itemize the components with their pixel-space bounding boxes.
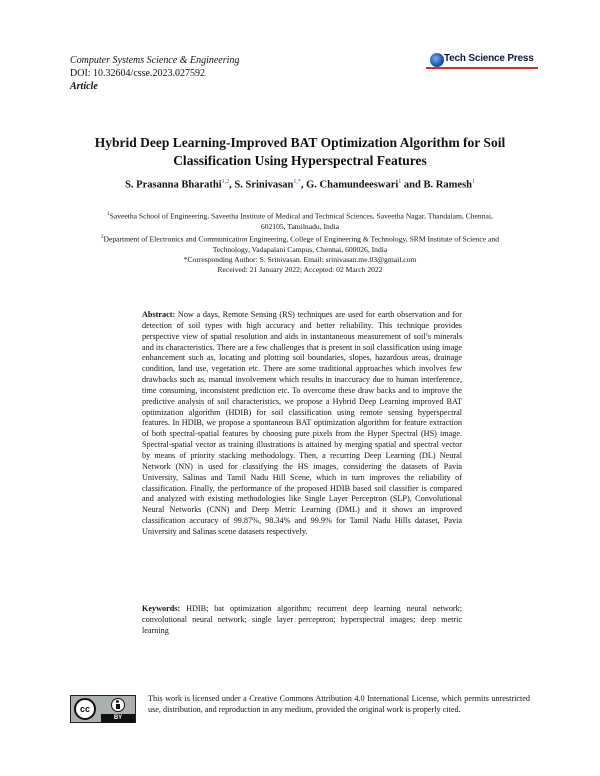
affiliation-mark: 1 [107,212,110,217]
paper-title [60,134,540,170]
affiliation [62,210,538,232]
attribution-person-icon [111,698,125,712]
affiliation-line: Department of Electronics and Communication Engineering, College of Engineering & Technology, SRM Institute of Science and [103,234,499,244]
author-name: G. Chamundeeswari [306,179,399,191]
globe-icon [430,53,444,67]
received-accepted-dates: Received: 21 January 2022; Accepted: 02 March 2022 [217,265,383,275]
affiliation-mark: 2 [100,235,104,240]
article-type: Article [70,81,98,92]
publisher-underline [426,67,538,69]
publisher-name: Tech Science Press [444,53,534,64]
title-line-1: Hybrid Deep Learning-Improved BAT Optimization Algorithm for Soil [94,135,506,150]
abstract [142,310,462,538]
license-text: This work is licensed under a Creative Commons Attribution 4.0 International License, which permits unrestricted use, distribution, and reproduction in any medium, provided the original work is properly cited. [148,694,530,714]
cc-icon: cc [74,698,96,720]
author-affiliation-mark[interactable]: 1 [398,179,402,185]
author-affiliation-mark[interactable]: 1,2 [221,179,230,185]
abstract-label: Abstract: [142,310,176,319]
publisher-logo [426,51,538,69]
affiliation-line: 602105, Tamilnadu, India [260,221,340,231]
keywords [142,604,462,637]
author-list [60,179,540,191]
keywords-text: HDIB; bat optimization algorithm; recurrent deep learning neural network; convolutional neural network; single layer perceptron; hyperspectral images; deep metric learning [142,604,463,635]
author-name: S. Srinivasan [234,179,294,191]
author-separator: , [300,179,307,191]
keywords-label: Keywords: [142,604,181,613]
journal-name: Computer Systems Science & Engineering [70,55,240,66]
affiliation-line: Saveetha School of Engineering, Saveetha Institute of Medical and Technical Sciences, Saveetha Nagar, Thandalam, Chennai, [109,211,493,221]
affiliation-line: Technology, Vadapalani Campus, Chennai, 600026, India [212,244,388,254]
doi[interactable]: DOI: 10.32604/csse.2023.027592 [70,68,205,79]
author-affiliation-mark[interactable]: 1 [471,179,475,185]
by-label: BY [101,714,135,723]
creative-commons-by-icon[interactable] [70,695,136,723]
affiliation [62,233,538,275]
author-affiliation-mark[interactable]: 1,* [293,179,301,185]
author-separator: , [229,179,235,191]
abstract-text: Now a days, Remote Sensing (RS) techniques are used for earth observation and for detection of soil types with high accuracy and better reliability. This technique provides perspective view of spatial resolution and aids in instantaneous measurement of soil’s minerals and its characteristics. There are a few challenges that is present in soil classification using image enhancement such as, locating and plotting soil boundaries, slopes, hazardous areas, drainage condition, land use, vegetation etc. There are some traditional approaches which involves few drawbacks such as, manual involvement which results in inaccuracy due to human interference, time consuming, inconsistent prediction etc. To overcome these draw backs and to improve the predictive analysis of soil characteristics, we propose a Hybrid Deep Learning improved BAT optimization algorithm (HDIB) for soil classification using remote sensing hyperspectral features. In HDIB, we propose a spontaneous BAT optimization algorithm for feature extraction of both spectral-spatial features by choosing pure pixels from the Hyper Spectral (HS) image. Spectral-spatial vector as training illustrations is attained by merging spatial and spectral vector by means of priority stacking methodology. Then, a recurring Deep Learning (DL) Neural Network (NN) is used for classifying the HS images, considering the datasets of Pavia University, Salinas and Tamil Nadu Hill Scene, which in turn improves the reliability of classification. Finally, the performance of the proposed HDIB based soil classifier is compared and analyzed with existing methodologies like Single Layer Perceptron (SLP), Convolutional Neural Networks (CNN) and Deep Metric Learning (DML) and it shows an improved classification accuracy of 99.87%, 98.34% and 99.9% for Tamil Nadu Hills dataset, Pavia University and Salinas scene datasets respectively. [142,310,462,536]
author-separator: and [401,179,424,191]
title-line-2: Classification Using Hyperspectral Features [173,153,427,168]
author-name: S. Prasanna Bharathi [125,179,222,191]
corresponding-author[interactable]: *Corresponding Author: S. Srinivasan. Email: srinivasan.me.03@gmail.com [183,254,417,264]
author-name: B. Ramesh [423,179,472,191]
